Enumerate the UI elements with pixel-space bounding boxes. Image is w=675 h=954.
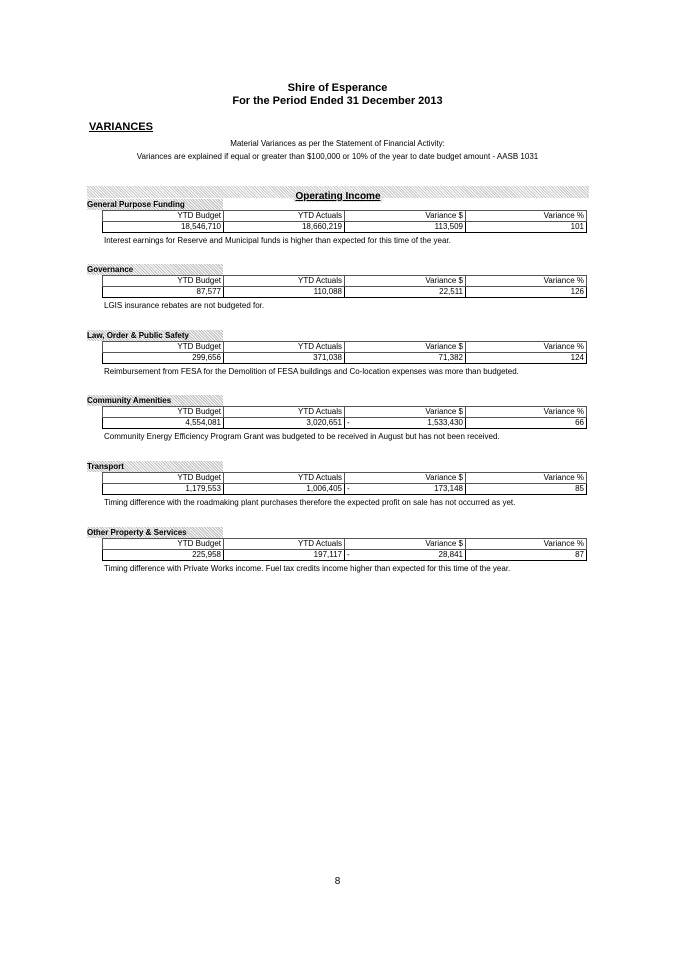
- table-header-row: [103, 407, 587, 418]
- col-variance-dollar: Variance $: [345, 539, 466, 550]
- ytd-budget-value: 87,577: [103, 287, 224, 298]
- col-ytd-budget: YTD Budget: [103, 539, 224, 550]
- col-variance-dollar: Variance $: [345, 473, 466, 484]
- variance-note: Community Energy Efficiency Program Grant was budgeted to be received in August but has not been received.: [104, 432, 500, 441]
- col-ytd-actuals: YTD Actuals: [224, 276, 345, 287]
- col-variance-pct: Variance %: [466, 473, 587, 484]
- variance-table: [102, 538, 587, 561]
- table-header-row: [103, 473, 587, 484]
- ytd-actuals-value: 18,660,219: [224, 222, 345, 233]
- variance-dollar-cell: [345, 353, 466, 364]
- category-label: Governance: [87, 264, 223, 275]
- ytd-budget-value: 1,179,553: [103, 484, 224, 495]
- table-row: [103, 484, 587, 495]
- variance-table: [102, 472, 587, 495]
- category-block: [87, 395, 589, 442]
- table-header-row: [103, 342, 587, 353]
- col-variance-pct: Variance %: [466, 342, 587, 353]
- variance-note: Reimbursement from FESA for the Demolition of FESA buildings and Co-location expenses was more than budgeted.: [104, 367, 519, 376]
- ytd-actuals-value: 110,088: [224, 287, 345, 298]
- col-ytd-budget: YTD Budget: [103, 211, 224, 222]
- col-ytd-actuals: YTD Actuals: [224, 473, 345, 484]
- intro-line-1: Material Variances as per the Statement of Financial Activity:: [230, 139, 445, 148]
- ytd-budget-value: 4,554,081: [103, 418, 224, 429]
- ytd-actuals-value: 197,117: [224, 550, 345, 561]
- table-row: [103, 287, 587, 298]
- page-title: [0, 82, 675, 108]
- variance-note: Interest earnings for Reserve and Municipal funds is higher than expected for this time of the year.: [104, 236, 451, 245]
- variance-sign: -: [347, 418, 350, 427]
- variance-sign: -: [347, 484, 350, 493]
- ytd-actuals-value: 1,006,405: [224, 484, 345, 495]
- col-variance-dollar: Variance $: [345, 211, 466, 222]
- variance-dollar-value: 71,382: [438, 353, 463, 362]
- shire-name: Shire of Esperance: [287, 82, 388, 94]
- variance-pct-value: 124: [466, 353, 587, 364]
- table-row: [103, 418, 587, 429]
- category-block: [87, 461, 589, 508]
- col-ytd-budget: YTD Budget: [103, 342, 224, 353]
- intro-line-2: Variances are explained if equal or greater than $100,000 or 10% of the year to date budget amount - AASB 1031: [136, 152, 539, 161]
- col-ytd-budget: YTD Budget: [103, 473, 224, 484]
- variance-dollar-value: 113,509: [434, 222, 463, 231]
- col-variance-pct: Variance %: [466, 211, 587, 222]
- col-ytd-budget: YTD Budget: [103, 276, 224, 287]
- variance-table: [102, 406, 587, 429]
- variance-dollar-cell: [345, 287, 466, 298]
- variance-dollar-cell: [345, 550, 466, 561]
- col-ytd-actuals: YTD Actuals: [224, 211, 345, 222]
- table-row: [103, 353, 587, 364]
- variance-dollar-value: 173,148: [434, 484, 463, 493]
- variance-dollar-value: 28,841: [438, 550, 463, 559]
- table-row: [103, 222, 587, 233]
- ytd-budget-value: 225,958: [103, 550, 224, 561]
- intro-text: [0, 137, 675, 163]
- variance-dollar-value: 22,511: [439, 287, 463, 296]
- col-variance-pct: Variance %: [466, 539, 587, 550]
- col-variance-pct: Variance %: [466, 276, 587, 287]
- category-block: [87, 527, 589, 574]
- ytd-actuals-value: 3,020,651: [224, 418, 345, 429]
- category-block: [87, 330, 589, 377]
- col-ytd-actuals: YTD Actuals: [224, 539, 345, 550]
- variance-dollar-cell: [345, 418, 466, 429]
- col-variance-dollar: Variance $: [345, 342, 466, 353]
- period-title: For the Period Ended 31 December 2013: [232, 95, 443, 107]
- variance-dollar-value: 1,533,430: [427, 418, 463, 427]
- variance-sign: -: [347, 550, 350, 559]
- col-variance-dollar: Variance $: [345, 407, 466, 418]
- variance-dollar-cell: [345, 484, 466, 495]
- variance-note: Timing difference with the roadmaking plant purchases therefore the expected profit on sale has not occurred as yet.: [104, 498, 516, 507]
- variance-table: [102, 275, 587, 298]
- variance-pct-value: 66: [466, 418, 587, 429]
- variance-pct-value: 126: [466, 287, 587, 298]
- ytd-budget-value: 299,656: [103, 353, 224, 364]
- variance-pct-value: 101: [466, 222, 587, 233]
- category-label: Other Property & Services: [87, 527, 223, 538]
- category-label: Transport: [87, 461, 223, 472]
- table-row: [103, 550, 587, 561]
- col-ytd-actuals: YTD Actuals: [224, 342, 345, 353]
- variances-heading: VARIANCES: [89, 121, 153, 133]
- col-variance-pct: Variance %: [466, 407, 587, 418]
- col-variance-dollar: Variance $: [345, 276, 466, 287]
- variance-table: [102, 341, 587, 364]
- page-number: 8: [334, 876, 341, 887]
- variance-pct-value: 87: [466, 550, 587, 561]
- variance-note: LGIS insurance rebates are not budgeted for.: [104, 301, 265, 310]
- variance-dollar-cell: [345, 222, 466, 233]
- operating-income-banner: [87, 186, 589, 202]
- category-label: General Purpose Funding: [87, 199, 223, 210]
- category-block: [87, 199, 589, 246]
- operating-income-label: Operating Income: [295, 191, 381, 202]
- variance-table: [102, 210, 587, 233]
- variance-pct-value: 85: [466, 484, 587, 495]
- table-header-row: [103, 211, 587, 222]
- category-label: Community Amenities: [87, 395, 223, 406]
- category-block: [87, 264, 589, 311]
- col-ytd-actuals: YTD Actuals: [224, 407, 345, 418]
- category-label: Law, Order & Public Safety: [87, 330, 223, 341]
- ytd-budget-value: 18,546,710: [103, 222, 224, 233]
- variance-note: Timing difference with Private Works income. Fuel tax credits income higher than expected for this time of the year.: [104, 564, 511, 573]
- col-ytd-budget: YTD Budget: [103, 407, 224, 418]
- ytd-actuals-value: 371,038: [224, 353, 345, 364]
- table-header-row: [103, 276, 587, 287]
- table-header-row: [103, 539, 587, 550]
